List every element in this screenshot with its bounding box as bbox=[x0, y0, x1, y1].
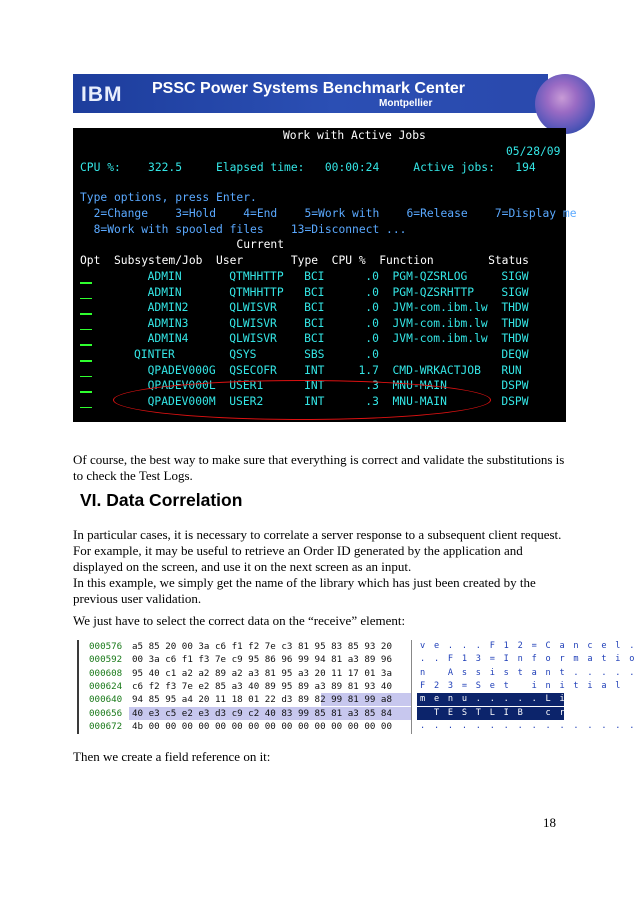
hex-bytes: 4b 00 00 00 00 00 00 00 00 00 00 00 00 00 00 00 bbox=[132, 720, 392, 732]
hex-ascii: m e n u . . . . . L i b r a r y bbox=[417, 693, 564, 706]
hex-row bbox=[79, 720, 637, 733]
option-input[interactable] bbox=[80, 391, 92, 393]
job-name: ADMIN bbox=[100, 285, 223, 299]
job-function: MNU-MAIN bbox=[392, 379, 502, 393]
job-type: BCI bbox=[297, 316, 345, 330]
job-function: JVM-com.ibm.lw bbox=[392, 301, 502, 315]
hex-bytes: a5 85 20 00 3a c6 f1 f2 7e c3 81 95 83 85 93 20 bbox=[132, 641, 392, 652]
hex-row bbox=[79, 667, 637, 680]
job-function: PGM-QZSRHTTP bbox=[392, 285, 502, 299]
job-row bbox=[100, 331, 529, 347]
terminal-date: 05/28/09 bbox=[506, 145, 561, 158]
hex-row bbox=[79, 680, 623, 693]
terminal-stats: CPU %: 322.5 Elapsed time: 00:00:24 Active jobs: 194 bbox=[80, 161, 536, 174]
job-name: QPADEV000M bbox=[100, 394, 223, 408]
job-type: INT bbox=[297, 394, 345, 408]
section-heading: VI. Data Correlation bbox=[80, 490, 243, 510]
job-status: DEQW bbox=[501, 348, 529, 361]
hex-ascii: v e . . . F 1 2 = C a n c e l . bbox=[420, 641, 637, 651]
job-status: THDW bbox=[501, 316, 529, 330]
job-cpu: .3 bbox=[344, 379, 393, 393]
job-cpu: .0 bbox=[344, 348, 393, 361]
terminal-header-current: Current bbox=[80, 238, 285, 251]
hex-bytes: 95 40 c1 a2 a2 89 a2 a3 81 95 a3 20 11 17 01 3a bbox=[132, 667, 392, 679]
hex-ascii: F 2 3 = S e t i n i t i a l bbox=[420, 680, 623, 691]
job-function: JVM-com.ibm.lw bbox=[392, 332, 502, 346]
job-type: BCI bbox=[297, 285, 345, 299]
job-cpu: .0 bbox=[344, 270, 393, 283]
hex-bytes: 00 3a c6 f1 f3 7e c9 95 86 96 99 94 81 a3 89 96 bbox=[132, 654, 392, 666]
job-cpu: .0 bbox=[344, 332, 393, 346]
job-status: THDW bbox=[501, 332, 529, 346]
job-user: QSECOFR bbox=[222, 363, 298, 377]
hex-ascii: T E S T L I B c r e a t e d bbox=[417, 707, 564, 720]
hex-address: 000656 bbox=[89, 707, 123, 719]
hex-row bbox=[79, 707, 637, 720]
option-input[interactable] bbox=[80, 376, 92, 378]
job-function: MNU-MAIN bbox=[392, 394, 502, 408]
terminal-column-header: Opt Subsystem/Job User Type CPU % Function Status bbox=[80, 254, 529, 267]
job-name: QPADEV000L bbox=[100, 379, 223, 393]
hex-address: 000576 bbox=[89, 641, 123, 652]
job-type: BCI bbox=[297, 301, 345, 315]
job-user: USER2 bbox=[222, 394, 298, 408]
option-input[interactable] bbox=[80, 407, 92, 409]
job-user: QLWISVR bbox=[222, 332, 298, 346]
job-cpu: .0 bbox=[344, 285, 393, 299]
job-type: INT bbox=[297, 379, 345, 393]
banner-subtitle: Montpellier bbox=[379, 98, 433, 109]
option-input[interactable] bbox=[80, 298, 92, 300]
job-name: QPADEV000G bbox=[100, 363, 223, 377]
hex-ascii: . . . . . . . . . . . . . . . . bbox=[420, 720, 637, 731]
job-user: QSYS bbox=[222, 348, 298, 361]
job-row bbox=[100, 316, 529, 332]
page-number: 18 bbox=[543, 815, 556, 830]
job-row bbox=[100, 363, 529, 379]
ibm-logo bbox=[79, 82, 137, 106]
hex-address: 000592 bbox=[89, 654, 123, 666]
hex-address: 000640 bbox=[89, 694, 123, 706]
hex-row bbox=[79, 640, 637, 653]
job-type: SBS bbox=[297, 348, 345, 361]
globe-graphic bbox=[535, 74, 595, 134]
option-input[interactable] bbox=[80, 360, 92, 362]
hex-bytes: c6 f2 f3 7e e2 85 a3 40 89 95 89 a3 89 81 93 40 bbox=[132, 680, 392, 692]
job-status: SIGW bbox=[501, 285, 529, 299]
paragraph-test-logs: Of course, the best way to make sure that everything is correct and validate the substitutions is to check the Test Logs. bbox=[73, 452, 565, 483]
job-cpu: .0 bbox=[344, 301, 393, 315]
option-input[interactable] bbox=[80, 282, 92, 284]
job-function: JVM-com.ibm.lw bbox=[392, 316, 502, 330]
paragraph-correlation-intro: In particular cases, it is necessary to correlate a server response to a subsequent client request. For example, it may be useful to retrieve an Order ID generated by the application and displayed on the screen, and use it on the next screen as an input. bbox=[73, 527, 562, 574]
job-name: ADMIN4 bbox=[100, 332, 223, 346]
job-status: RUN bbox=[501, 363, 529, 377]
job-row bbox=[100, 269, 529, 285]
job-name: ADMIN3 bbox=[100, 316, 223, 330]
hex-row bbox=[79, 653, 637, 666]
job-user: QTMHHTTP bbox=[222, 285, 298, 299]
hex-ascii-separator bbox=[411, 640, 412, 734]
paragraph-select-data: We just have to select the correct data on the “receive” element: bbox=[73, 613, 406, 628]
hex-address: 000672 bbox=[89, 720, 123, 732]
option-input[interactable] bbox=[80, 313, 92, 315]
paragraph-example: In this example, we simply get the name of the library which has just been created by the previous user validation. bbox=[73, 575, 536, 606]
job-function bbox=[392, 348, 501, 361]
highlight-ellipse bbox=[113, 380, 491, 420]
job-cpu: .0 bbox=[344, 316, 393, 330]
job-name: ADMIN2 bbox=[100, 301, 223, 315]
job-row bbox=[100, 285, 529, 301]
job-name: QINTER bbox=[100, 348, 223, 361]
job-status: SIGW bbox=[501, 270, 529, 283]
job-name: ADMIN bbox=[100, 270, 223, 283]
terminal-type-options: Type options, press Enter. bbox=[80, 191, 257, 204]
option-input[interactable] bbox=[80, 329, 92, 331]
hex-bytes: 40 e3 c5 e2 e3 d3 c9 c2 40 83 99 85 81 a3 85 84 bbox=[132, 707, 392, 719]
terminal-options-line1: 2=Change 3=Hold 4=End 5=Work with 6=Release 7=Display me bbox=[80, 207, 577, 220]
job-cpu: 1.7 bbox=[344, 363, 393, 377]
ibm-logo-text: IBM bbox=[81, 83, 123, 106]
hex-bytes: 94 85 95 a4 20 11 18 01 22 d3 89 82 99 81 99 a8 bbox=[132, 694, 392, 706]
job-user: QLWISVR bbox=[222, 316, 298, 330]
job-type: BCI bbox=[297, 270, 345, 283]
job-type: INT bbox=[297, 363, 345, 377]
job-user: USER1 bbox=[222, 379, 298, 393]
job-row bbox=[100, 300, 529, 316]
hex-dump-panel bbox=[77, 640, 637, 734]
paragraph-field-reference: Then we create a field reference on it: bbox=[73, 749, 271, 764]
job-row bbox=[100, 347, 529, 363]
job-function: CMD-WRKACTJOB bbox=[392, 363, 502, 377]
hex-ascii: . . F 1 3 = I n f o r m a t i o bbox=[420, 654, 637, 665]
option-input[interactable] bbox=[80, 344, 92, 346]
terminal-screenshot bbox=[73, 128, 577, 422]
terminal-title: Work with Active Jobs bbox=[283, 129, 426, 142]
hex-address: 000624 bbox=[89, 680, 123, 692]
terminal-options-line2: 8=Work with spooled files 13=Disconnect ... bbox=[80, 223, 407, 236]
job-status: DSPW bbox=[501, 379, 529, 393]
banner-title: PSSC Power Systems Benchmark Center bbox=[152, 80, 466, 97]
job-function: PGM-QZSRLOG bbox=[392, 270, 502, 283]
hex-row bbox=[79, 693, 637, 706]
header-banner bbox=[73, 74, 548, 113]
hex-address: 000608 bbox=[89, 667, 123, 679]
job-status: THDW bbox=[501, 301, 529, 315]
job-cpu: .3 bbox=[344, 394, 393, 408]
job-type: BCI bbox=[297, 332, 345, 346]
job-status: DSPW bbox=[501, 394, 529, 408]
job-user: QLWISVR bbox=[222, 301, 298, 315]
job-user: QTMHHTTP bbox=[222, 270, 298, 283]
hex-ascii: n A s s i s t a n t . . . . . bbox=[420, 667, 637, 678]
